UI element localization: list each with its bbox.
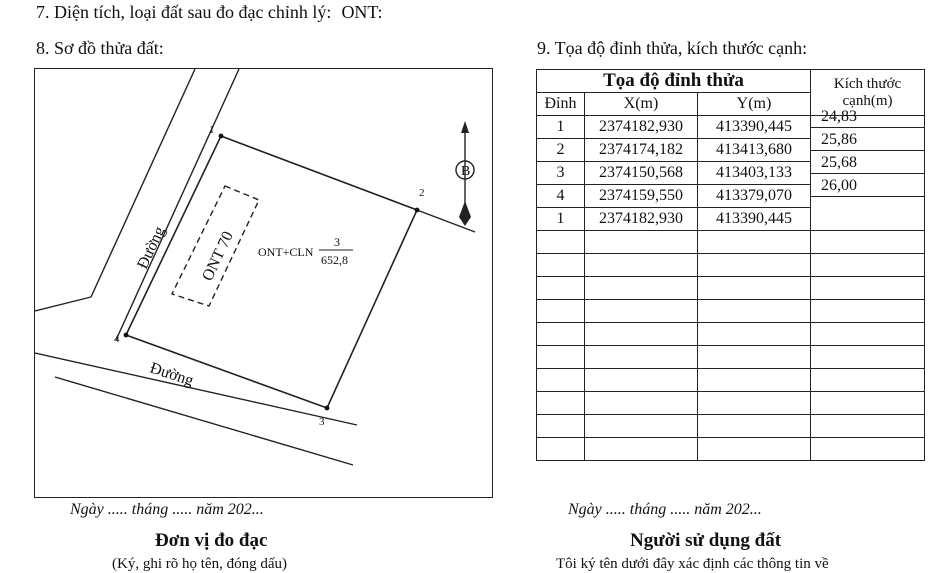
- cell-y: 413390,445: [698, 208, 811, 231]
- road-label-bottom: Đường: [147, 359, 196, 390]
- table-row: [537, 392, 925, 415]
- road-edge-bottom-upper: [35, 353, 357, 425]
- vertex-dot-4: [124, 333, 129, 338]
- table-row: [537, 116, 925, 139]
- right-signature-note: Tôi ký tên dưới đây xác định các thông tin về: [556, 556, 829, 572]
- edge-divider: [811, 153, 924, 174]
- table-row: [537, 438, 925, 461]
- header-side: Kích thước cạnh(m): [811, 70, 925, 116]
- section-7: [36, 2, 383, 23]
- cell-x: 2374150,568: [585, 162, 698, 185]
- cell-y: 413403,133: [698, 162, 811, 185]
- edge-length: 26,00: [821, 176, 858, 194]
- cell-vertex: 4: [537, 185, 585, 208]
- vertex-dot-1: [219, 134, 224, 139]
- col-x: X(m): [585, 93, 698, 116]
- edge-length: 25,86: [821, 130, 858, 148]
- vertex-dot-2: [415, 208, 420, 213]
- table-row: [537, 346, 925, 369]
- road-edge-left-inner: [116, 69, 239, 340]
- cell-y: 413390,445: [698, 116, 811, 139]
- parcel-code: ONT+CLN: [258, 245, 314, 259]
- edge-length: 24,83: [821, 108, 858, 125]
- north-label: B: [461, 164, 471, 179]
- table-row: [537, 277, 925, 300]
- road-edge-left-stub: [35, 297, 91, 311]
- cell-vertex: 2: [537, 139, 585, 162]
- left-signature-title: Đơn vị đo đạc: [155, 530, 268, 551]
- ont-label: ONT 70: [199, 228, 237, 284]
- cell-y: 413379,070: [698, 185, 811, 208]
- north-arrow-tail: [459, 201, 471, 226]
- left-signature-note: (Ký, ghi rõ họ tên, đóng dấu): [112, 556, 287, 572]
- cell-x: 2374174,182: [585, 139, 698, 162]
- edge-divider: [811, 130, 924, 151]
- parcel-map-drawing: [35, 69, 493, 498]
- table-row: [537, 415, 925, 438]
- section-9-title: 9. Tọa độ đỉnh thửa, kích thước cạnh:: [537, 38, 808, 58]
- section-8-title: 8. Sơ đồ thửa đất:: [36, 38, 164, 58]
- cell-vertex: 1: [537, 116, 585, 139]
- table-row: [537, 369, 925, 392]
- cell-x: 2374159,550: [585, 185, 698, 208]
- vertex-label-4: 4: [114, 333, 120, 345]
- road-label-left: Đường: [134, 224, 169, 272]
- col-vertex: Đỉnh: [537, 93, 585, 116]
- vertex-label-3: 3: [319, 416, 325, 428]
- table-row: [537, 300, 925, 323]
- parcel-area: 652,8: [321, 253, 348, 267]
- table-row: [537, 323, 925, 346]
- north-arrow-head: [461, 121, 469, 133]
- cell-vertex: 1: [537, 208, 585, 231]
- col-y: Y(m): [698, 93, 811, 116]
- cell-x: 2374182,930: [585, 208, 698, 231]
- edge-divider: [811, 176, 924, 197]
- right-signature-title: Người sử dụng đất: [630, 530, 782, 551]
- table-row: [537, 185, 925, 208]
- edge-cell: [811, 176, 925, 208]
- vertex-label-1: 1: [209, 124, 215, 136]
- section-7-label: 7. Diện tích, loại đất sau đo đạc chỉnh lý:: [36, 2, 332, 22]
- table-row: [537, 162, 925, 185]
- cell-y: 413413,680: [698, 139, 811, 162]
- edge-cell: [811, 208, 925, 231]
- parcel-map: [34, 68, 493, 498]
- vertex-dot-3: [325, 406, 330, 411]
- cell-x: 2374182,930: [585, 116, 698, 139]
- right-date: Ngày ..... tháng ..... năm 202...: [568, 501, 762, 518]
- left-date: Ngày ..... tháng ..... năm 202...: [70, 501, 264, 518]
- table-row: [537, 208, 925, 231]
- table-row: [537, 231, 925, 254]
- vertex-label-2: 2: [419, 187, 425, 199]
- parcel-number: 3: [334, 235, 340, 249]
- coordinate-table: [536, 69, 925, 461]
- cell-vertex: 3: [537, 162, 585, 185]
- table-row: [537, 139, 925, 162]
- edge-length: 25,68: [821, 153, 858, 171]
- header-main: Tọa độ đỉnh thửa: [537, 70, 811, 93]
- table-row: [537, 254, 925, 277]
- section-7-value: ONT:: [341, 2, 383, 22]
